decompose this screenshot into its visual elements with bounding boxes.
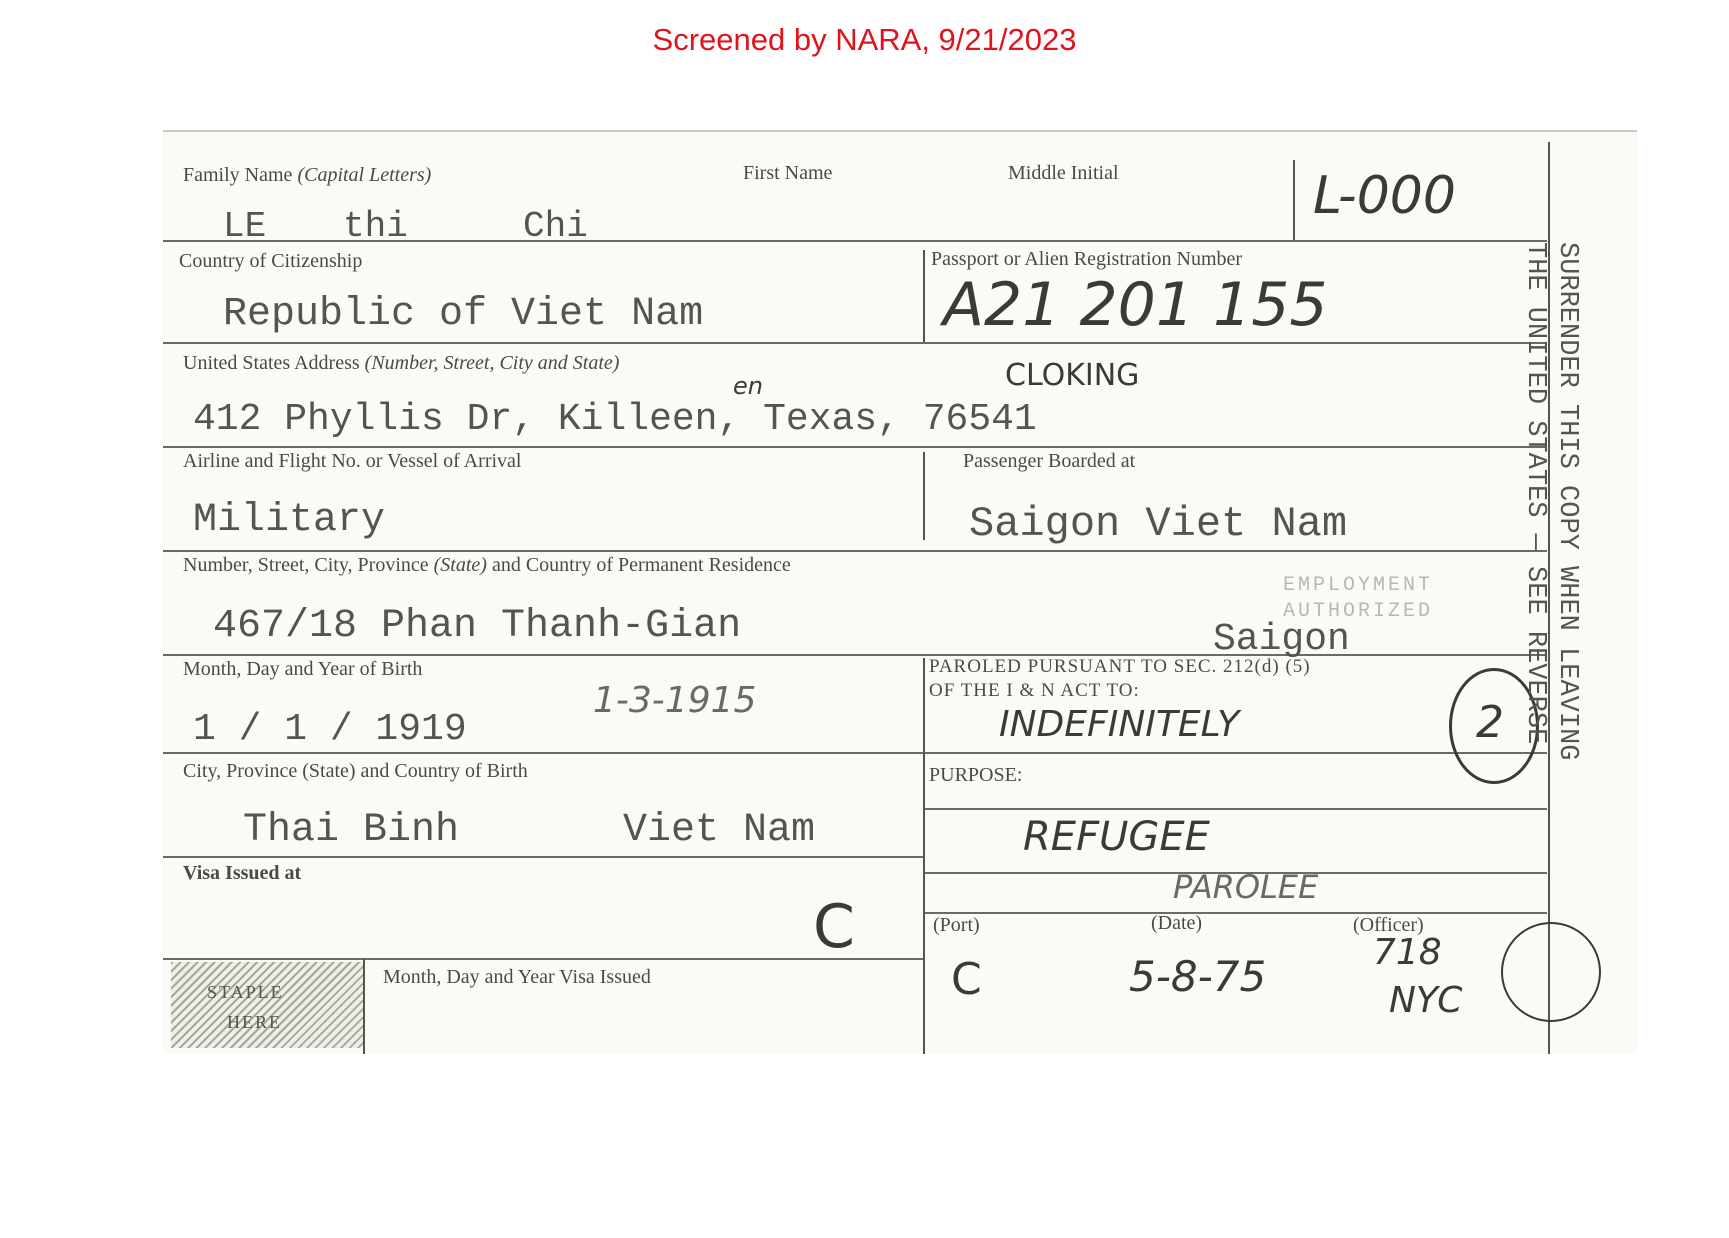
officer-value: 718 xyxy=(1373,932,1442,973)
us-address-value: 412 Phyllis Dr, Killeen, Texas, 76541 xyxy=(193,398,1037,441)
arrival-departure-card xyxy=(163,130,1637,1054)
officer-label: (Officer) xyxy=(1353,914,1424,936)
middle-initial-label: Middle Initial xyxy=(1008,162,1119,184)
citizenship-label: Country of Citizenship xyxy=(179,250,363,272)
residence-city: Saigon xyxy=(1213,618,1350,661)
divider xyxy=(1293,160,1295,240)
middle-initial-value: Chi xyxy=(523,206,588,247)
residence-label: Number, Street, City, Province (State) and Country of Permanent Residence xyxy=(183,554,791,576)
paroled-label-line1: PAROLED PURSUANT TO SEC. 212(d) (5) xyxy=(929,656,1311,677)
birth-country: Viet Nam xyxy=(623,808,816,853)
divider xyxy=(163,342,1547,344)
divider xyxy=(163,446,1547,448)
family-name-label: Family Name (Capital Letters) xyxy=(183,164,432,186)
employment-stamp-line1: EMPLOYMENT xyxy=(1283,574,1434,597)
residence-street: 467/18 Phan Thanh-Gian xyxy=(213,604,742,649)
date-label: (Date) xyxy=(1151,912,1203,934)
citizenship-value: Republic of Viet Nam xyxy=(223,292,704,337)
surrender-instruction-line2: THE UNITED STATES — SEE REVERSE xyxy=(1520,242,1550,745)
divider xyxy=(363,958,365,1054)
divider xyxy=(923,912,1547,914)
address-handwritten-note: CLOKING xyxy=(1005,358,1140,393)
paroled-until: INDEFINITELY xyxy=(999,704,1240,745)
divider xyxy=(163,958,923,960)
divider xyxy=(923,808,1547,810)
boarded-value: Saigon Viet Nam xyxy=(969,500,1348,548)
arrival-label: Airline and Flight No. or Vessel of Arrival xyxy=(183,450,522,472)
first-name-value: thi xyxy=(343,206,408,247)
boarded-label: Passenger Boarded at xyxy=(963,450,1136,472)
divider xyxy=(923,658,925,1054)
arrival-value: Military xyxy=(193,498,386,543)
date-value: 5-8-75 xyxy=(1129,952,1267,1001)
surrender-instructions xyxy=(1520,242,1588,962)
dob-value: 1 / 1 / 1919 xyxy=(193,708,467,751)
dob-label: Month, Day and Year of Birth xyxy=(183,658,423,680)
us-address-label: United States Address (Number, Street, City and State) xyxy=(183,352,620,374)
purpose-value: REFUGEE xyxy=(1023,814,1210,860)
purpose-label: PURPOSE: xyxy=(929,764,1023,786)
divider xyxy=(923,452,925,540)
staple-area xyxy=(171,962,363,1048)
visa-date-label: Month, Day and Year Visa Issued xyxy=(383,966,651,988)
card-number: L-000 xyxy=(1313,166,1456,226)
divider xyxy=(163,550,1547,552)
visa-issued-label: Visa Issued at xyxy=(183,862,302,884)
paroled-label-line2: OF THE I & N ACT TO: xyxy=(929,680,1140,701)
visa-mark: C xyxy=(813,892,855,962)
purpose-note: PAROLEE xyxy=(1173,868,1319,906)
surrender-instruction-line1: SURRENDER THIS COPY WHEN LEAVING xyxy=(1552,242,1582,761)
paroled-circle-digit: 2 xyxy=(1476,697,1504,748)
passport-label: Passport or Alien Registration Number xyxy=(931,248,1243,270)
family-name-value: LE xyxy=(223,206,267,247)
staple-label-line1: STAPLE xyxy=(207,982,284,1002)
officer-station: NYC xyxy=(1389,980,1463,1021)
divider xyxy=(163,856,923,858)
port-label: (Port) xyxy=(933,914,980,936)
port-value: C xyxy=(951,954,982,1005)
divider xyxy=(163,752,923,754)
passport-number: A21 201 155 xyxy=(943,270,1328,340)
nara-screening-note: Screened by NARA, 9/21/2023 xyxy=(652,22,1077,57)
birth-city: Thai Binh xyxy=(243,808,460,853)
address-correction: en xyxy=(733,372,763,400)
employment-stamp-line2: AUTHORIZED xyxy=(1283,600,1434,623)
birthplace-label: City, Province (State) and Country of Birth xyxy=(183,760,528,782)
staple-label-line2: HERE xyxy=(227,1012,282,1032)
dob-handwritten: 1-3-1915 xyxy=(593,680,757,721)
divider xyxy=(923,250,925,342)
first-name-label: First Name xyxy=(743,162,833,184)
